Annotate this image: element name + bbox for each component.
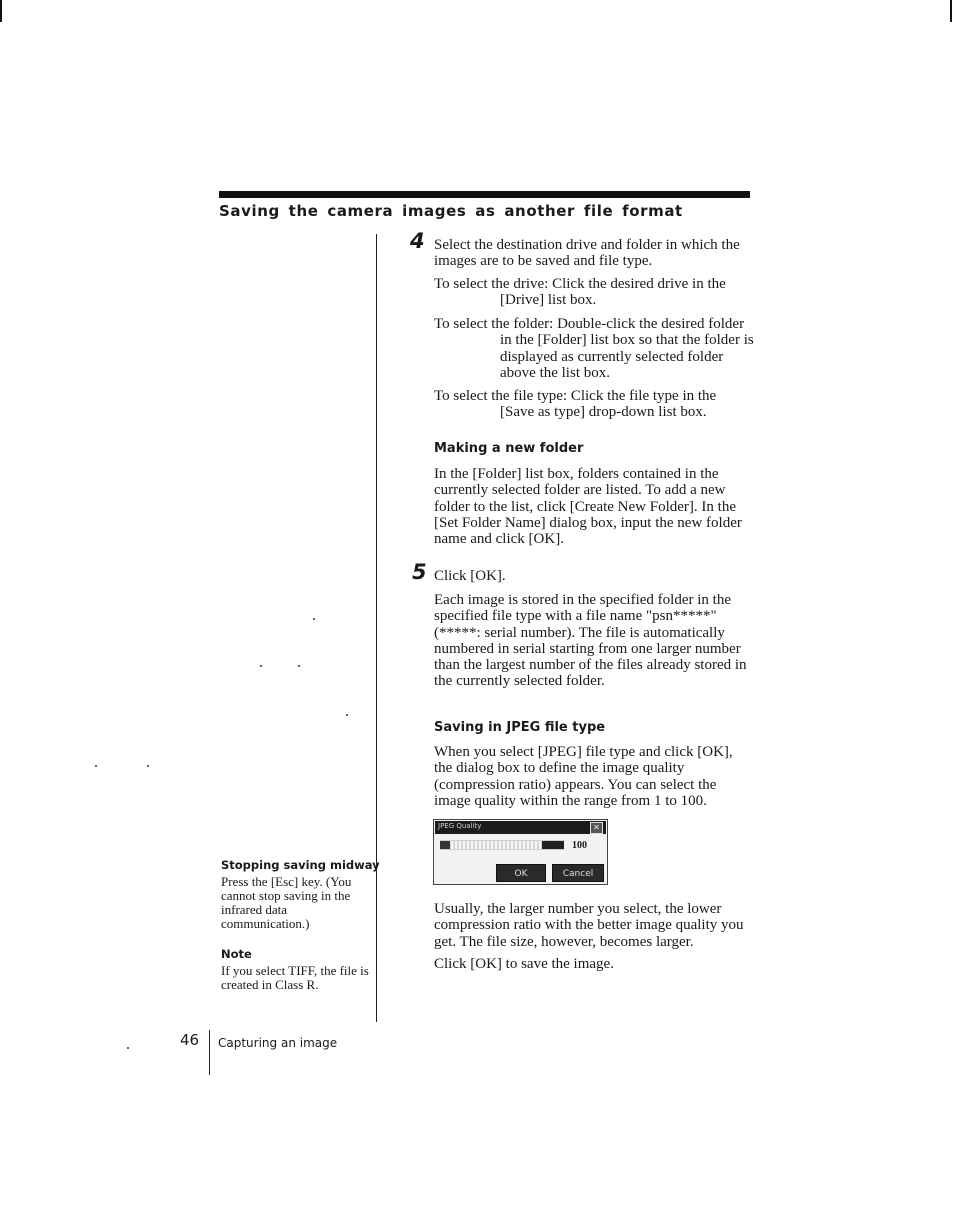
section-rule [219,191,750,198]
jpeg-quality-dialog [433,819,608,885]
step-4-item-folder: To select the folder: Double-click the desired folder in the [Folder] list box so that the folder is displayed as currently selected folder above the list box. [434,316,754,381]
making-folder-text: In the [Folder] list box, folders contained in the currently selected folder are listed. To add a new folder to the list, click [Create New Folder]. In the [Set Folder Name] dialog box, input the new folder name and click [OK]. [434,466,742,548]
column-divider [376,234,377,1022]
making-folder-heading: Making a new folder [434,441,584,456]
step-5-detail: Each image is stored in the specified folder in the specified file type with a file name "psn*****" (*****: serial number). The file is automatically numbered in serial starting from one larger number than the largest number of the files already stored in the currently selected folder. [434,592,747,690]
stopping-heading: Stopping saving midway [221,858,380,872]
footer-section-label: Capturing an image [218,1036,338,1050]
scan-speck [346,714,348,716]
section-title: Saving the camera images as another file format [219,202,683,220]
ok-button[interactable]: OK [496,864,546,882]
page-number: 46 [180,1031,200,1049]
step-5-text: Click [OK]. [434,568,506,584]
slider-left-arrow[interactable] [440,841,450,849]
jpeg-heading: Saving in JPEG file type [434,720,606,735]
step-5-number: 5 [412,560,427,584]
jpeg-click-ok-text: Click [OK] to save the image. [434,956,614,972]
footer-divider [209,1030,210,1075]
scan-speck [260,665,262,667]
page-edge-mark-right [950,0,952,22]
scan-speck [95,765,97,767]
quality-slider-thumb[interactable] [542,841,564,849]
scan-speck [298,665,300,667]
note-heading: Note [221,947,252,961]
scan-speck [127,1047,129,1049]
stopping-text: Press the [Esc] key. (You cannot stop saving in the infrared data communication.) [221,874,352,931]
jpeg-text: When you select [JPEG] file type and click [OK], the dialog box to define the image quality (compression ratio) appears. You can select the image quality within the range from 1 to 100. [434,744,733,809]
cancel-button[interactable]: Cancel [552,864,604,882]
note-text: If you select TIFF, the file is created in Class R. [221,963,369,992]
scan-speck [147,765,149,767]
jpeg-after-text: Usually, the larger number you select, the lower compression ratio with the better image quality you get. The file size, however, becomes larger. [434,901,744,950]
step-4-item-filetype: To select the file type: Click the file type in the [Save as type] drop-down list box. [434,388,717,421]
dialog-title: JPEG Quality [438,822,482,830]
scan-speck [313,618,315,620]
close-icon[interactable]: ✕ [590,822,603,834]
dialog-title-bar [435,821,606,834]
page-edge-mark-left [0,0,2,22]
step-4-number: 4 [410,229,425,253]
step-4-text: Select the destination drive and folder in which the images are to be saved and file type. [434,237,740,270]
step-4-item-drive: To select the drive: Click the desired drive in the [Drive] list box. [434,276,726,309]
quality-value: 100 [572,840,587,851]
